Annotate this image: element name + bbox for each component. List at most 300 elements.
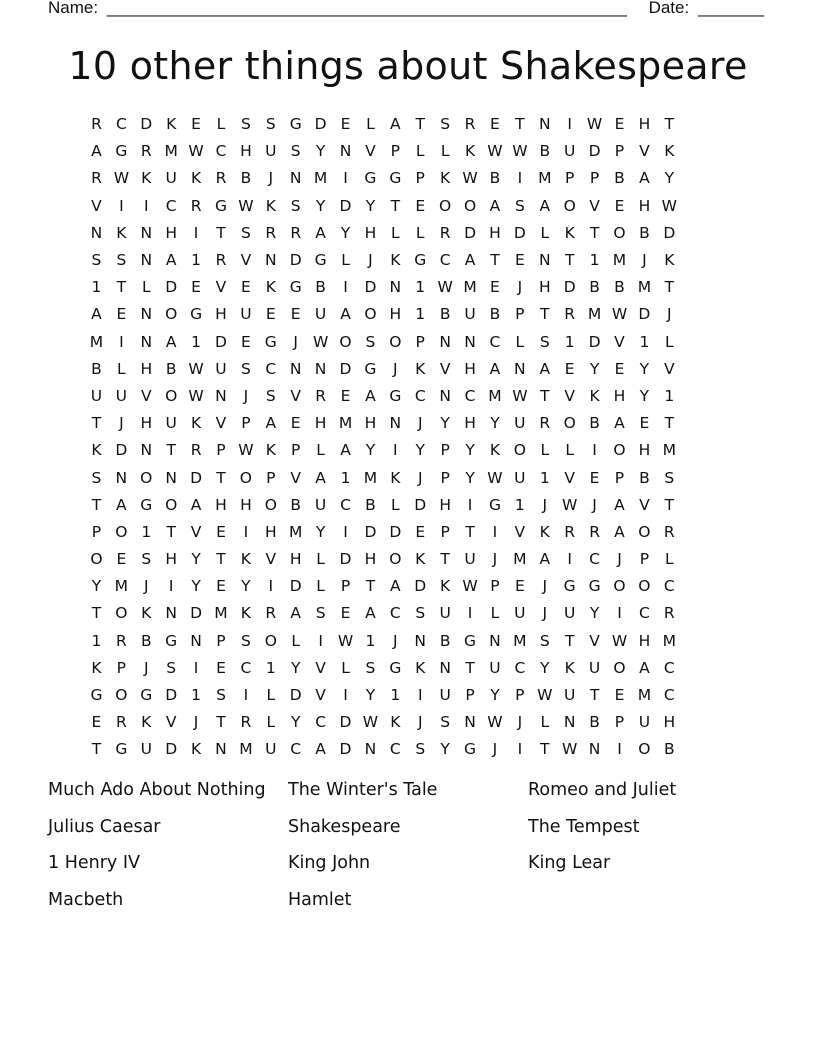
grid-cell: K	[265, 278, 276, 297]
grid-cell: E	[340, 115, 351, 134]
grid-row	[84, 356, 732, 383]
grid-cell: K	[589, 386, 600, 405]
grid-cell: B	[589, 278, 600, 297]
grid-cell: U	[514, 414, 526, 433]
grid-cell: T	[91, 740, 102, 759]
grid-cell: G	[115, 142, 128, 161]
grid-cell: C	[115, 115, 127, 134]
grid-cell: E	[240, 332, 251, 351]
grid-cell: O	[563, 414, 576, 433]
grid-cell: E	[340, 604, 351, 623]
grid-cell: U	[563, 604, 576, 623]
grid-cell: T	[465, 658, 475, 677]
grid-row	[84, 736, 732, 763]
grid-cell: U	[165, 414, 177, 433]
grid-cell: R	[663, 522, 675, 541]
grid-cell: C	[514, 658, 526, 677]
grid-row	[84, 573, 732, 600]
grid-cell: O	[439, 196, 452, 215]
grid-cell: U	[464, 305, 476, 324]
grid-cell: T	[440, 550, 450, 569]
grid-cell: K	[141, 713, 152, 732]
word-list-item: King Lear	[528, 853, 611, 874]
grid-cell: J	[542, 495, 548, 514]
grid-cell: N	[90, 223, 103, 242]
grid-cell: A	[116, 495, 127, 514]
grid-cell: I	[119, 196, 124, 215]
grid-cell: W	[611, 631, 628, 650]
grid-cell: R	[91, 169, 102, 188]
grid-row	[84, 247, 732, 274]
grid-cell: H	[389, 305, 402, 324]
grid-cell: Y	[589, 359, 600, 378]
grid-cell: H	[638, 196, 651, 215]
grid-cell: V	[290, 468, 301, 487]
grid-cell: Y	[440, 414, 450, 433]
grid-cell: U	[439, 604, 451, 623]
grid-cell: B	[240, 169, 252, 188]
grid-cell: O	[613, 441, 626, 460]
grid-cell: A	[539, 550, 551, 569]
grid-cell: N	[289, 169, 302, 188]
grid-cell: R	[464, 115, 476, 134]
grid-cell: M	[488, 386, 502, 405]
grid-cell: T	[540, 386, 550, 405]
grid-cell: R	[115, 713, 127, 732]
grid-cell: A	[265, 414, 277, 433]
grid-cell: S	[365, 332, 376, 351]
grid-cell: R	[115, 631, 127, 650]
grid-cell: H	[289, 550, 302, 569]
grid-cell: 1	[664, 386, 675, 405]
grid-cell: M	[637, 686, 652, 705]
grid-cell: Y	[465, 468, 475, 487]
grid-cell: J	[393, 359, 398, 378]
grid-cell: H	[464, 414, 476, 433]
grid-cell: Y	[639, 386, 650, 405]
grid-cell: V	[514, 522, 526, 541]
grid-cell: E	[290, 414, 301, 433]
grid-cell: I	[343, 686, 348, 705]
grid-cell: S	[265, 386, 276, 405]
date-blank[interactable]: _______	[697, 0, 765, 17]
grid-cell: S	[315, 604, 326, 623]
grid-cell: K	[265, 441, 276, 460]
grid-cell: D	[414, 577, 427, 596]
grid-cell: 1	[365, 631, 376, 650]
grid-cell: I	[243, 522, 249, 541]
grid-row	[84, 437, 732, 464]
grid-cell: M	[513, 631, 527, 650]
grid-cell: D	[638, 305, 651, 324]
grid-cell: D	[414, 495, 427, 514]
grid-cell: E	[514, 577, 525, 596]
grid-cell: B	[614, 278, 625, 297]
grid-cell: E	[265, 305, 276, 324]
grid-cell: R	[265, 604, 277, 623]
grid-cell: V	[91, 196, 102, 215]
grid-cell: K	[440, 577, 451, 596]
grid-cell: W	[586, 115, 603, 134]
grid-cell: A	[165, 332, 177, 351]
grid-cell: H	[613, 386, 626, 405]
grid-cell: M	[463, 278, 477, 297]
grid-cell: L	[490, 604, 500, 623]
grid-row	[84, 329, 732, 356]
grid-cell: I	[417, 686, 423, 705]
grid-cell: O	[115, 686, 128, 705]
grid-cell: S	[116, 251, 127, 270]
grid-row	[84, 220, 732, 247]
grid-cell: T	[216, 223, 226, 242]
grid-cell: T	[589, 686, 600, 705]
grid-cell: Y	[490, 414, 500, 433]
grid-cell: C	[389, 604, 401, 623]
grid-cell: Y	[415, 441, 425, 460]
grid-cell: M	[513, 550, 527, 569]
grid-cell: N	[289, 359, 302, 378]
grid-cell: C	[290, 740, 302, 759]
word-list	[48, 776, 768, 923]
grid-cell: V	[165, 713, 177, 732]
grid-cell: B	[290, 495, 302, 514]
grid-cell: V	[639, 142, 650, 161]
date-label: Date:	[648, 0, 690, 17]
grid-cell: H	[240, 142, 252, 161]
grid-cell: U	[240, 305, 252, 324]
grid-cell: K	[539, 522, 550, 541]
grid-cell: U	[464, 550, 476, 569]
grid-cell: E	[614, 115, 625, 134]
grid-cell: O	[389, 550, 402, 569]
grid-cell: V	[190, 522, 202, 541]
grid-cell: T	[540, 305, 550, 324]
grid-cell: S	[240, 631, 251, 650]
grid-cell: K	[166, 115, 177, 134]
grid-cell: M	[662, 631, 676, 650]
grid-cell: P	[340, 577, 351, 596]
grid-cell: 1	[415, 305, 426, 324]
grid-cell: O	[264, 631, 277, 650]
grid-cell: I	[193, 223, 199, 242]
grid-cell: D	[190, 604, 203, 623]
grid-cell: G	[464, 740, 477, 759]
grid-cell: R	[240, 713, 252, 732]
grid-cell: K	[141, 169, 152, 188]
grid-cell: T	[564, 631, 575, 650]
grid-cell: A	[390, 577, 401, 596]
grid-cell: D	[339, 196, 352, 215]
grid-cell: R	[439, 223, 451, 242]
grid-cell: C	[464, 386, 476, 405]
grid-row	[84, 138, 732, 165]
grid-cell: W	[312, 332, 329, 351]
grid-cell: 1	[639, 332, 650, 351]
grid-cell: B	[614, 169, 625, 188]
word-search-grid	[84, 111, 732, 764]
grid-cell: B	[439, 305, 451, 324]
grid-cell: W	[487, 142, 503, 161]
grid-cell: K	[664, 142, 675, 161]
grid-cell: J	[293, 332, 298, 351]
grid-cell: J	[517, 713, 523, 732]
grid-cell: E	[216, 577, 226, 596]
grid-cell: R	[315, 386, 326, 405]
grid-cell: L	[117, 359, 126, 378]
grid-cell: E	[415, 196, 426, 215]
grid-cell: J	[143, 577, 149, 596]
grid-cell: I	[343, 169, 348, 188]
grid-cell: D	[339, 740, 352, 759]
word-list-item: Julius Caesar	[48, 816, 161, 837]
grid-cell: H	[364, 550, 377, 569]
grid-cell: V	[564, 386, 575, 405]
grid-cell: U	[588, 658, 601, 677]
grid-cell: Y	[315, 522, 326, 541]
grid-cell: V	[215, 414, 227, 433]
grid-cell: D	[289, 686, 302, 705]
grid-cell: K	[116, 223, 127, 242]
grid-cell: A	[639, 169, 650, 188]
grid-cell: K	[415, 359, 426, 378]
grid-cell: Y	[465, 441, 475, 460]
grid-cell: O	[638, 577, 651, 596]
grid-cell: R	[589, 522, 600, 541]
grid-cell: U	[514, 604, 526, 623]
grid-row	[84, 111, 732, 138]
grid-cell: J	[517, 278, 523, 297]
grid-cell: J	[592, 495, 597, 514]
grid-cell: V	[290, 386, 301, 405]
grid-cell: N	[389, 278, 402, 297]
grid-cell: N	[339, 142, 352, 161]
grid-cell: C	[663, 686, 675, 705]
grid-cell: U	[514, 468, 526, 487]
grid-cell: M	[114, 577, 129, 596]
grid-cell: O	[364, 305, 377, 324]
grid-cell: O	[513, 441, 526, 460]
grid-row	[84, 410, 732, 437]
grid-cell: T	[116, 278, 127, 297]
grid-cell: D	[513, 223, 526, 242]
grid-cell: S	[415, 604, 426, 623]
grid-cell: K	[415, 550, 426, 569]
grid-cell: O	[638, 740, 651, 759]
grid-cell: N	[489, 631, 501, 650]
grid-cell: L	[540, 223, 550, 242]
grid-cell: 1	[141, 522, 152, 541]
name-label: Name:	[48, 0, 99, 17]
grid-row	[84, 600, 732, 627]
grid-cell: O	[389, 332, 402, 351]
grid-cell: H	[538, 278, 551, 297]
grid-cell: A	[165, 251, 177, 270]
grid-cell: R	[215, 251, 227, 270]
grid-cell: A	[190, 495, 202, 514]
grid-cell: O	[638, 522, 651, 541]
grid-cell: B	[663, 740, 675, 759]
grid-cell: N	[115, 468, 128, 487]
grid-cell: B	[539, 142, 551, 161]
grid-cell: E	[639, 414, 650, 433]
grid-cell: L	[415, 223, 425, 242]
grid-cell: B	[140, 631, 152, 650]
grid-cell: U	[563, 686, 576, 705]
grid-cell: C	[340, 495, 351, 514]
grid-cell: G	[115, 740, 128, 759]
grid-cell: D	[563, 278, 576, 297]
grid-cell: O	[239, 468, 252, 487]
grid-cell: D	[314, 115, 327, 134]
grid-cell: P	[440, 441, 450, 460]
grid-cell: M	[637, 278, 652, 297]
grid-cell: R	[265, 223, 277, 242]
grid-cell: J	[193, 713, 199, 732]
grid-cell: M	[313, 169, 328, 188]
grid-cell: P	[415, 169, 425, 188]
grid-cell: A	[390, 115, 401, 134]
grid-cell: K	[390, 468, 401, 487]
grid-cell: I	[243, 686, 249, 705]
grid-cell: W	[512, 386, 528, 405]
grid-cell: A	[489, 359, 501, 378]
grid-cell: T	[540, 740, 550, 759]
grid-cell: A	[91, 142, 102, 161]
grid-cell: V	[639, 495, 650, 514]
grid-cell: T	[664, 115, 675, 134]
grid-cell: Y	[91, 577, 102, 596]
grid-cell: Y	[290, 658, 301, 677]
grid-cell: Y	[365, 686, 376, 705]
grid-cell: G	[214, 196, 227, 215]
grid-cell: H	[364, 414, 377, 433]
grid-cell: G	[90, 686, 103, 705]
grid-cell: J	[542, 604, 548, 623]
grid-cell: E	[614, 686, 625, 705]
grid-cell: M	[612, 251, 627, 270]
grid-cell: W	[562, 740, 578, 759]
word-list-item: The Tempest	[528, 816, 640, 837]
grid-cell: K	[240, 550, 251, 569]
grid-cell: Y	[490, 686, 500, 705]
grid-cell: S	[265, 115, 276, 134]
grid-cell: G	[389, 658, 402, 677]
grid-cell: N	[389, 414, 402, 433]
grid-cell: W	[611, 305, 628, 324]
grid-cell: C	[240, 658, 252, 677]
grid-cell: M	[338, 414, 353, 433]
grid-cell: R	[564, 305, 576, 324]
grid-cell: Y	[191, 577, 201, 596]
grid-cell: U	[215, 359, 227, 378]
grid-cell: D	[364, 278, 377, 297]
grid-row	[84, 628, 732, 655]
grid-cell: D	[140, 115, 153, 134]
grid-cell: T	[365, 577, 376, 596]
grid-row	[84, 655, 732, 682]
grid-cell: T	[91, 495, 102, 514]
grid-cell: O	[463, 196, 477, 215]
grid-cell: 1	[340, 468, 351, 487]
name-blank[interactable]: _______________________________________________________	[106, 0, 627, 17]
grid-cell: P	[614, 468, 625, 487]
grid-cell: S	[240, 115, 251, 134]
grid-cell: W	[437, 278, 453, 297]
grid-cell: J	[393, 631, 398, 650]
grid-cell: A	[315, 223, 326, 242]
grid-cell: P	[614, 142, 625, 161]
grid-cell: K	[489, 441, 501, 460]
grid-cell: I	[193, 658, 199, 677]
grid-row	[84, 165, 732, 192]
grid-row	[84, 709, 732, 736]
grid-cell: B	[489, 169, 501, 188]
grid-row	[84, 193, 732, 220]
grid-cell: N	[414, 631, 427, 650]
grid-cell: A	[340, 305, 351, 324]
grid-cell: S	[415, 740, 426, 759]
grid-cell: H	[314, 414, 327, 433]
grid-cell: N	[215, 386, 227, 405]
grid-cell: L	[440, 142, 450, 161]
grid-cell: K	[564, 223, 575, 242]
grid-cell: 1	[91, 631, 102, 650]
grid-cell: M	[89, 332, 104, 351]
grid-cell: U	[265, 740, 277, 759]
grid-cell: S	[539, 631, 550, 650]
grid-cell: J	[417, 468, 423, 487]
grid-cell: L	[391, 223, 400, 242]
grid-cell: I	[592, 441, 597, 460]
word-list-item: Shakespeare	[288, 816, 401, 837]
grid-cell: L	[266, 686, 276, 705]
grid-cell: K	[664, 251, 675, 270]
grid-cell: U	[115, 386, 128, 405]
grid-cell: L	[515, 332, 525, 351]
grid-cell: U	[638, 713, 651, 732]
grid-row	[84, 519, 732, 546]
grid-cell: N	[165, 468, 177, 487]
grid-cell: V	[589, 631, 600, 650]
grid-cell: I	[343, 522, 348, 541]
grid-cell: R	[140, 142, 152, 161]
grid-cell: P	[515, 686, 525, 705]
grid-cell: P	[564, 169, 575, 188]
grid-cell: L	[266, 713, 276, 732]
word-list-item: 1 Henry IV	[48, 853, 140, 874]
grid-cell: D	[289, 577, 302, 596]
grid-cell: N	[140, 441, 153, 460]
grid-cell: J	[119, 414, 124, 433]
grid-cell: J	[243, 386, 249, 405]
grid-cell: B	[165, 359, 177, 378]
grid-cell: T	[216, 550, 226, 569]
grid-cell: P	[291, 441, 301, 460]
grid-cell: 1	[390, 686, 401, 705]
grid-cell: L	[216, 115, 226, 134]
grid-cell: G	[563, 577, 576, 596]
grid-cell: B	[589, 713, 600, 732]
grid-cell: G	[190, 305, 203, 324]
grid-cell: N	[165, 604, 177, 623]
grid-cell: A	[290, 604, 301, 623]
grid-cell: 1	[564, 332, 575, 351]
grid-cell: B	[639, 468, 650, 487]
word-list-item: Macbeth	[48, 890, 124, 911]
grid-cell: N	[514, 359, 526, 378]
grid-cell: P	[415, 332, 425, 351]
grid-cell: J	[617, 550, 622, 569]
